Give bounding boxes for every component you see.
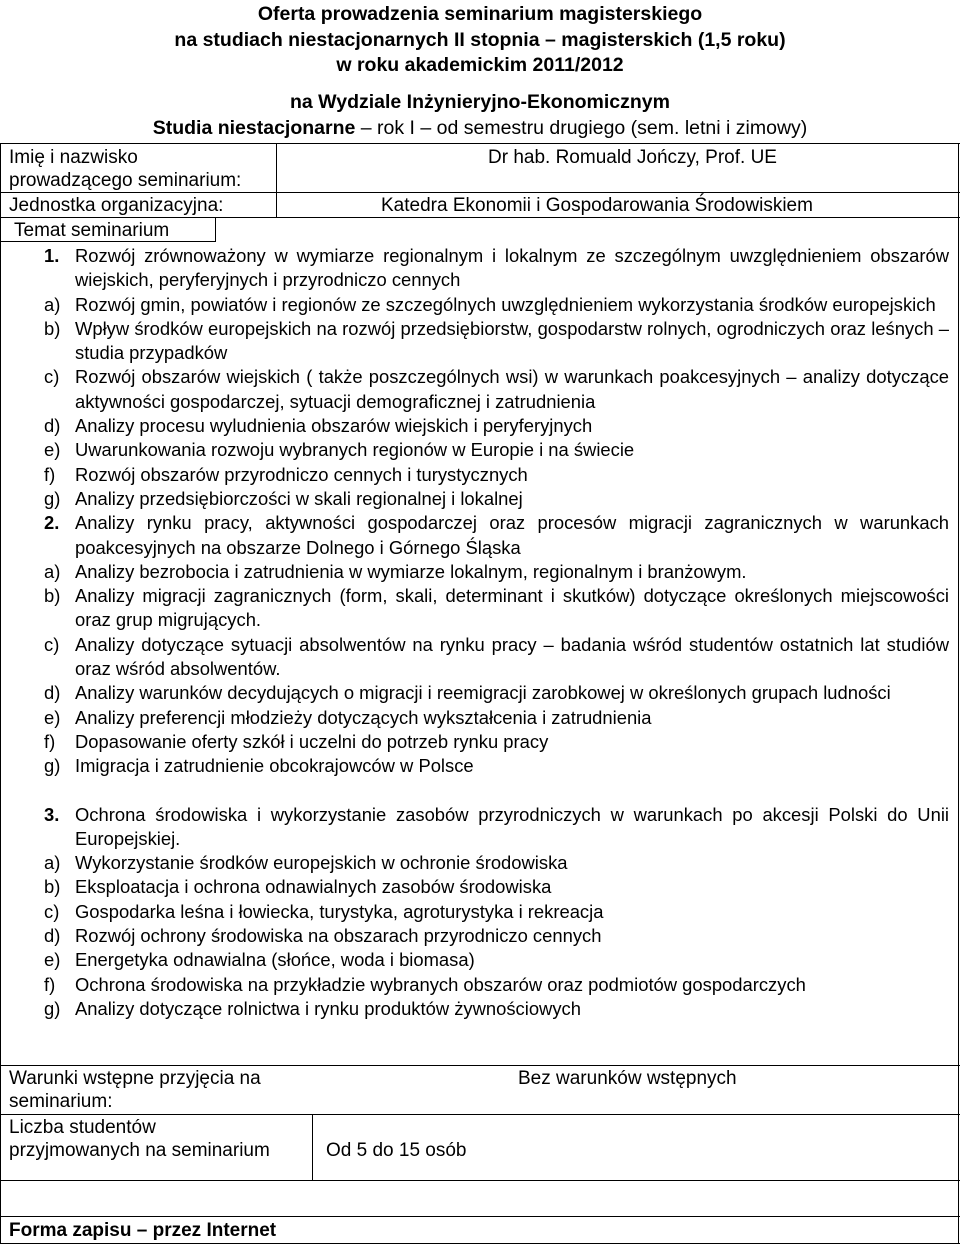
table-border-count [0,1114,960,1115]
table-border-top [0,143,960,144]
topic-number: 1. [44,245,60,266]
subtopic-text: Wykorzystanie środków europejskich w ochronie środowiska [75,852,568,874]
topic-title: Ochrona środowiska i wykorzystanie zasobów przyrodniczych w warunkach po akcesji Polski do Unii Europejskiej. [75,803,949,849]
enrollment-method: Forma zapisu – przez Internet [9,1220,277,1241]
subtopic-text: Analizy preferencji młodzieży dotyczących wykształcenia i zatrudnienia [75,706,652,728]
subtopic-letter: a) [44,293,61,315]
subtopic-item [9,754,949,778]
subtopic-letter: d) [44,682,61,704]
subtopic-letter: c) [44,900,60,922]
name-label [9,146,241,192]
subtopic-letter: f) [44,463,56,485]
subtopic-text: Analizy dotyczące rolnictwa i rynku produktów żywnościowych [75,997,581,1019]
subtopic-letter: a) [44,852,61,874]
table-border-right [958,143,959,1244]
subtopic-letter: g) [44,997,61,1019]
table-border-row3 [0,217,960,218]
table-divider-count [312,1114,313,1180]
header-semester-detail: – rok I – od semestru drugiego (sem. letni i zimowy) [355,117,808,139]
subtopic-letter: f) [44,730,56,752]
subtopic-text: Analizy dotyczące sytuacji absolwentów na rynku pracy – badania wśród studentów ostatnich lat studiów oraz wśród absolwentów. [75,633,949,680]
subtopic-text: Analizy procesu wyludnienia obszarów wiejskich i peryferyjnych [75,415,593,437]
header-academic-year: w roku akademickim 2011/2012 [336,54,624,76]
subtopic-letter: a) [44,560,61,582]
subtopic-text: Analizy bezrobocia i zatrudnienia w wymiarze lokalnym, regionalnym i branżowym. [75,560,747,582]
student-count-label-line1: Liczba studentów [9,1117,156,1138]
topic-main [9,244,949,293]
topic-main [9,511,949,560]
topic-number: 3. [44,803,60,825]
subtopic-text: Uwarunkowania rozwoju wybranych regionów w Europie i na świecie [75,439,635,461]
subtopic-letter: c) [44,366,60,388]
seminar-topics [9,244,949,1021]
subtopic-item [9,851,949,875]
subtopic-letter: b) [44,585,61,607]
subtopic-letter: e) [44,706,61,728]
conditions-value: Bez warunków wstępnych [518,1068,737,1089]
subtopic-text: Energetyka odnawialna (słońce, woda i biomasa) [75,949,475,971]
subtopic-item [9,681,949,705]
subtopic-item [9,924,949,948]
subtopic-letter: b) [44,317,61,339]
subtopic-text: Wpływ środków europejskich na rozwój przedsiębiorstw, gospodarstw rolnych, ogrodniczych oraz leśnych – studia przypadków [75,317,949,364]
student-count-label [9,1116,270,1162]
subtopic-item [9,706,949,730]
supervisor-name: Dr hab. Romuald Jończy, Prof. UE [488,147,777,168]
subtopic-text: Eksploatacja i ochrona odnawialnych zasobów środowiska [75,876,552,898]
subtopic-letter: g) [44,755,61,777]
subtopic-item [9,584,949,633]
subtopic-text: Analizy przedsiębiorczości w skali regionalnej i lokalnej [75,487,523,509]
conditions-label [9,1067,261,1113]
subtopic-item [9,463,949,487]
table-divider-name [276,143,277,217]
name-label-line1: Imię i nazwisko [9,147,138,168]
topic-label: Temat seminarium [14,220,170,241]
subtopic-item [9,875,949,899]
subtopic-text: Gospodarka leśna i łowiecka, turystyka, agroturystyka i rekreacja [75,900,604,922]
subtopic-letter: c) [44,633,60,655]
table-border-row2 [0,192,960,193]
subtopic-letter: f) [44,973,56,995]
header-faculty: na Wydziale Inżynieryjno-Ekonomicznym [290,91,670,113]
table-border-conditions [0,1065,960,1066]
header-study-type: na studiach niestacjonarnych II stopnia – magisterskich (1,5 roku) [174,29,786,51]
header-semester [0,116,960,140]
subtopic-text: Analizy migracji zagranicznych (form, skali, determinant i skutków) dotyczące określonych miejscowości oraz grup migrujących. [75,585,949,631]
table-border-left [0,143,1,1244]
subtopic-text: Imigracja i zatrudnienie obcokrajowców w Polsce [75,755,474,777]
subtopic-text: Rozwój ochrony środowiska na obszarach przyrodniczo cennych [75,925,602,947]
subtopic-item [9,900,949,924]
table-divider-topic [215,217,216,242]
subtopic-item [9,317,949,366]
conditions-label-line1: Warunki wstępne przyjęcia na [9,1068,261,1089]
subtopic-item [9,365,949,414]
name-label-line2: prowadzącego seminarium: [9,170,242,191]
header-title: Oferta prowadzenia seminarium magisterskiego [257,3,703,25]
topic-number: 2. [44,512,60,534]
subtopic-letter: e) [44,439,61,461]
subtopic-letter: d) [44,415,61,437]
subtopic-text: Rozwój gmin, powiatów i regionów ze szczególnych uwzględnieniem wykorzystania środków europejskich [75,293,936,315]
subtopic-item [9,973,949,997]
conditions-label-line2: seminarium: [9,1091,113,1112]
subtopic-letter: d) [44,925,61,947]
subtopic-text: Rozwój obszarów wiejskich ( także poszczególnych wsi) w warunkach poakcesyjnych – analizy dotyczące aktywności gospodarczej, sytuacji demograficznej i zatrudnienia [75,366,949,412]
topic-title: Rozwój zrównoważony w wymiarze regionalnym i lokalnym ze szczególnym uwzględnieniem obszarów wiejskich, peryferyjnych i przyrodniczo cennych [75,245,949,291]
subtopic-text: Rozwój obszarów przyrodniczo cennych i turystycznych [75,463,528,485]
subtopic-item [9,633,949,682]
topic-main [9,803,949,852]
subtopic-text: Analizy warunków decydujących o migracji i reemigracji zarobkowej w określonych grupach ludności [75,682,891,704]
subtopic-item [9,997,949,1021]
student-count-value: Od 5 do 15 osób [326,1140,467,1161]
table-border-empty-row [0,1180,960,1181]
unit-value: Katedra Ekonomii i Gospodarowania Środowiskiem [381,195,813,216]
subtopic-text: Dopasowanie oferty szkół i uczelni do potrzeb rynku pracy [75,730,549,752]
subtopic-item [9,414,949,438]
header-semester-mode: Studia niestacjonarne [152,117,356,139]
topic-spacer [9,779,949,803]
subtopic-item [9,487,949,511]
table-border-enrollment [0,1216,960,1217]
subtopic-item [9,730,949,754]
subtopic-text: Ochrona środowiska na przykładzie wybranych obszarów oraz podmiotów gospodarczych [75,973,806,995]
subtopic-item [9,293,949,317]
subtopic-letter: e) [44,949,61,971]
unit-label: Jednostka organizacyjna: [9,195,224,216]
subtopic-item [9,948,949,972]
subtopic-letter: g) [44,487,61,509]
student-count-label-line2: przyjmowanych na seminarium [9,1140,270,1161]
subtopic-item [9,560,949,584]
table-border-bottom [0,1243,960,1244]
topic-title: Analizy rynku pracy, aktywności gospodarczej oraz procesów migracji zagranicznych w warunkach poakcesyjnych na obszarze Dolnego i Górnego Śląska [75,512,949,558]
subtopic-letter: b) [44,876,61,898]
subtopic-item [9,438,949,462]
